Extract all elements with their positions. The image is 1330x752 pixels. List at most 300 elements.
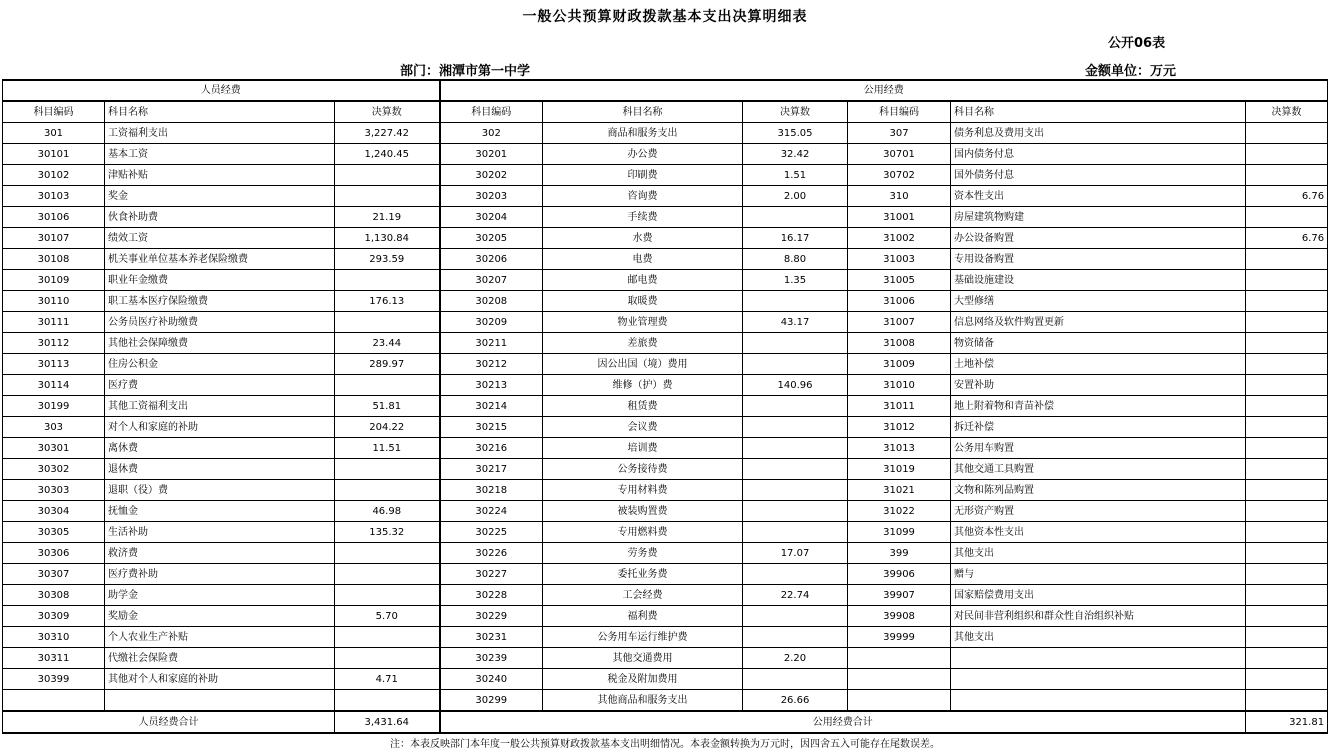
- amount-cell: [743, 207, 848, 228]
- amount-cell: [335, 648, 440, 669]
- subject-name-cell: 维修（护）费: [543, 375, 743, 396]
- column-header-code: 科目编码: [848, 101, 951, 123]
- amount-cell: [335, 459, 440, 480]
- table-row: [3, 291, 1328, 312]
- amount-cell: [335, 270, 440, 291]
- subject-name-cell: 工会经费: [543, 585, 743, 606]
- amount-cell: 43.17: [743, 312, 848, 333]
- subject-code-cell: 30212: [440, 354, 543, 375]
- column-header-amount: 决算数: [743, 101, 848, 123]
- subject-code-cell: 30218: [440, 480, 543, 501]
- table-row: [3, 249, 1328, 270]
- group-header-public: 公用经费: [440, 80, 1328, 101]
- amount-cell: [743, 333, 848, 354]
- amount-cell: [335, 165, 440, 186]
- subject-name-cell: 专用设备购置: [951, 249, 1246, 270]
- column-header-name: 科目名称: [105, 101, 335, 123]
- subject-code-cell: 30202: [440, 165, 543, 186]
- amount-cell: 51.81: [335, 396, 440, 417]
- amount-cell: 17.07: [743, 543, 848, 564]
- amount-cell: [743, 480, 848, 501]
- amount-cell: [1246, 690, 1328, 712]
- amount-cell: 3,227.42: [335, 123, 440, 144]
- subject-name-cell: 商品和服务支出: [543, 123, 743, 144]
- subject-name-cell: 国外债务付息: [951, 165, 1246, 186]
- column-header-code: 科目编码: [440, 101, 543, 123]
- amount-cell: 140.96: [743, 375, 848, 396]
- subject-name-cell: 其他支出: [951, 627, 1246, 648]
- subject-name-cell: [951, 669, 1246, 690]
- subject-code-cell: 31013: [848, 438, 951, 459]
- table-row: [3, 354, 1328, 375]
- subject-name-cell: 物业管理费: [543, 312, 743, 333]
- subject-name-cell: 信息网络及软件购置更新: [951, 312, 1246, 333]
- column-header-amount: 决算数: [1246, 101, 1328, 123]
- subject-name-cell: 其他商品和服务支出: [543, 690, 743, 712]
- subject-name-cell: 专用燃料费: [543, 522, 743, 543]
- subject-code-cell: 31011: [848, 396, 951, 417]
- amount-cell: [335, 480, 440, 501]
- report-title: 一般公共预算财政拨款基本支出决算明细表: [522, 9, 808, 25]
- amount-cell: [1246, 270, 1328, 291]
- subject-name-cell: 文物和陈列品购置: [951, 480, 1246, 501]
- amount-cell: 289.97: [335, 354, 440, 375]
- amount-cell: [1246, 165, 1328, 186]
- amount-cell: [743, 354, 848, 375]
- table-row: [3, 375, 1328, 396]
- subject-name-cell: 办公设备购置: [951, 228, 1246, 249]
- subject-code-cell: 30310: [3, 627, 105, 648]
- table-row: [3, 627, 1328, 648]
- subject-code-cell: 30216: [440, 438, 543, 459]
- subject-code-cell: 30214: [440, 396, 543, 417]
- subject-name-cell: 取暖费: [543, 291, 743, 312]
- subject-code-cell: 31001: [848, 207, 951, 228]
- amount-cell: [335, 690, 440, 712]
- subject-name-cell: 离休费: [105, 438, 335, 459]
- subject-name-cell: 奖励金: [105, 606, 335, 627]
- subject-code-cell: 39908: [848, 606, 951, 627]
- subject-name-cell: 物资储备: [951, 333, 1246, 354]
- subject-code-cell: 30114: [3, 375, 105, 396]
- subject-code-cell: [848, 648, 951, 669]
- subject-code-cell: 39907: [848, 585, 951, 606]
- subject-code-cell: [3, 690, 105, 712]
- amount-cell: 135.32: [335, 522, 440, 543]
- subject-name-cell: 国内债务付息: [951, 144, 1246, 165]
- subject-code-cell: 30227: [440, 564, 543, 585]
- subject-name-cell: 大型修缮: [951, 291, 1246, 312]
- subject-code-cell: 30217: [440, 459, 543, 480]
- subject-name-cell: 伙食补助费: [105, 207, 335, 228]
- subject-name-cell: 对民间非营利组织和群众性自治组织补贴: [951, 606, 1246, 627]
- amount-cell: 32.42: [743, 144, 848, 165]
- subject-code-cell: 30103: [3, 186, 105, 207]
- subject-code-cell: 30215: [440, 417, 543, 438]
- amount-cell: [1246, 333, 1328, 354]
- subject-name-cell: 地上附着物和青苗补偿: [951, 396, 1246, 417]
- subject-name-cell: 抚恤金: [105, 501, 335, 522]
- amount-cell: [335, 543, 440, 564]
- amount-cell: [1246, 438, 1328, 459]
- amount-cell: [1246, 501, 1328, 522]
- subject-code-cell: 30302: [3, 459, 105, 480]
- amount-cell: [1246, 291, 1328, 312]
- amount-cell: [743, 291, 848, 312]
- amount-cell: [335, 585, 440, 606]
- subject-name-cell: 委托业务费: [543, 564, 743, 585]
- amount-cell: 23.44: [335, 333, 440, 354]
- personnel-total-label: 人员经费合计: [3, 711, 335, 733]
- subject-code-cell: 30203: [440, 186, 543, 207]
- table-row: [3, 543, 1328, 564]
- table-row: [3, 480, 1328, 501]
- subject-name-cell: 咨询费: [543, 186, 743, 207]
- subject-name-cell: 工资福利支出: [105, 123, 335, 144]
- amount-cell: [743, 438, 848, 459]
- amount-cell: [1246, 144, 1328, 165]
- amount-cell: [335, 186, 440, 207]
- amount-cell: [1246, 669, 1328, 690]
- subject-name-cell: 国家赔偿费用支出: [951, 585, 1246, 606]
- subject-code-cell: 30702: [848, 165, 951, 186]
- table-row: [3, 270, 1328, 291]
- subject-name-cell: 基本工资: [105, 144, 335, 165]
- amount-cell: 293.59: [335, 249, 440, 270]
- subject-code-cell: 39999: [848, 627, 951, 648]
- subject-code-cell: 30307: [3, 564, 105, 585]
- subject-name-cell: 印刷费: [543, 165, 743, 186]
- table-row: [3, 690, 1328, 712]
- amount-cell: [743, 417, 848, 438]
- subject-code-cell: 31012: [848, 417, 951, 438]
- totals-row: [3, 711, 1328, 733]
- subject-code-cell: 30304: [3, 501, 105, 522]
- table-row: [3, 228, 1328, 249]
- subject-name-cell: 其他对个人和家庭的补助: [105, 669, 335, 690]
- subject-code-cell: 31007: [848, 312, 951, 333]
- subject-name-cell: 会议费: [543, 417, 743, 438]
- amount-cell: [1246, 564, 1328, 585]
- subject-name-cell: 公务接待费: [543, 459, 743, 480]
- subject-code-cell: 310: [848, 186, 951, 207]
- subject-name-cell: 其他交通工具购置: [951, 459, 1246, 480]
- subject-code-cell: 399: [848, 543, 951, 564]
- table-row: [3, 564, 1328, 585]
- subject-code-cell: 30204: [440, 207, 543, 228]
- amount-cell: [1246, 375, 1328, 396]
- subject-name-cell: 公务用车购置: [951, 438, 1246, 459]
- subject-name-cell: 邮电费: [543, 270, 743, 291]
- subject-name-cell: 福利费: [543, 606, 743, 627]
- table-row: [3, 669, 1328, 690]
- subject-name-cell: 差旅费: [543, 333, 743, 354]
- amount-cell: [743, 396, 848, 417]
- amount-cell: 16.17: [743, 228, 848, 249]
- subject-code-cell: 30311: [3, 648, 105, 669]
- subject-name-cell: 资本性支出: [951, 186, 1246, 207]
- form-number: 公开06表: [1108, 36, 1166, 51]
- subject-name-cell: 个人农业生产补贴: [105, 627, 335, 648]
- column-header-amount: 决算数: [335, 101, 440, 123]
- subject-name-cell: 机关事业单位基本养老保险缴费: [105, 249, 335, 270]
- table-row: [3, 417, 1328, 438]
- subject-code-cell: 31019: [848, 459, 951, 480]
- subject-code-cell: 30112: [3, 333, 105, 354]
- table-row: [3, 522, 1328, 543]
- subject-name-cell: 住房公积金: [105, 354, 335, 375]
- subject-code-cell: 30308: [3, 585, 105, 606]
- amount-cell: 8.80: [743, 249, 848, 270]
- amount-cell: [743, 522, 848, 543]
- subject-name-cell: 助学金: [105, 585, 335, 606]
- subject-name-cell: 职工基本医疗保险缴费: [105, 291, 335, 312]
- subject-code-cell: 30206: [440, 249, 543, 270]
- subject-code-cell: 31021: [848, 480, 951, 501]
- amount-cell: [1246, 627, 1328, 648]
- subject-name-cell: 租赁费: [543, 396, 743, 417]
- subject-code-cell: 31006: [848, 291, 951, 312]
- subject-name-cell: 医疗费补助: [105, 564, 335, 585]
- amount-cell: 6.76: [1246, 186, 1328, 207]
- expenditure-table: [2, 79, 1328, 734]
- subject-name-cell: 债务利息及费用支出: [951, 123, 1246, 144]
- subject-name-cell: 对个人和家庭的补助: [105, 417, 335, 438]
- subject-name-cell: [951, 690, 1246, 712]
- table-row: [3, 333, 1328, 354]
- subject-code-cell: 307: [848, 123, 951, 144]
- subject-code-cell: 30109: [3, 270, 105, 291]
- amount-cell: [1246, 459, 1328, 480]
- subject-code-cell: 303: [3, 417, 105, 438]
- subject-name-cell: 退休费: [105, 459, 335, 480]
- subject-name-cell: 其他社会保障缴费: [105, 333, 335, 354]
- subject-code-cell: 30309: [3, 606, 105, 627]
- table-row: [3, 144, 1328, 165]
- subject-name-cell: 办公费: [543, 144, 743, 165]
- subject-name-cell: 手续费: [543, 207, 743, 228]
- subject-code-cell: 30208: [440, 291, 543, 312]
- subject-name-cell: 津贴补贴: [105, 165, 335, 186]
- subject-name-cell: 培训费: [543, 438, 743, 459]
- public-total-value: 321.81: [1246, 711, 1328, 733]
- subject-code-cell: 30240: [440, 669, 543, 690]
- table-row: [3, 207, 1328, 228]
- amount-cell: 26.66: [743, 690, 848, 712]
- subject-code-cell: 30209: [440, 312, 543, 333]
- amount-cell: [743, 669, 848, 690]
- subject-name-cell: 退职（役）费: [105, 480, 335, 501]
- subject-code-cell: 31099: [848, 522, 951, 543]
- amount-cell: [1246, 480, 1328, 501]
- subject-name-cell: 其他交通费用: [543, 648, 743, 669]
- subject-name-cell: 职业年金缴费: [105, 270, 335, 291]
- subject-code-cell: 30199: [3, 396, 105, 417]
- subject-name-cell: [105, 690, 335, 712]
- subject-name-cell: 基础设施建设: [951, 270, 1246, 291]
- subject-name-cell: 电费: [543, 249, 743, 270]
- amount-cell: 21.19: [335, 207, 440, 228]
- subject-name-cell: 无形资产购置: [951, 501, 1246, 522]
- amount-cell: 6.76: [1246, 228, 1328, 249]
- subject-name-cell: 医疗费: [105, 375, 335, 396]
- amount-cell: 2.00: [743, 186, 848, 207]
- amount-cell: 4.71: [335, 669, 440, 690]
- amount-cell: [335, 564, 440, 585]
- subject-name-cell: 劳务费: [543, 543, 743, 564]
- amount-cell: [1246, 606, 1328, 627]
- table-row: [3, 123, 1328, 144]
- subject-code-cell: 302: [440, 123, 543, 144]
- subject-code-cell: [848, 669, 951, 690]
- table-row: [3, 165, 1328, 186]
- subject-name-cell: 生活补助: [105, 522, 335, 543]
- table-row: [3, 186, 1328, 207]
- department-label: 部门：湘潭市第一中学: [400, 64, 531, 79]
- amount-cell: [743, 564, 848, 585]
- subject-code-cell: 30226: [440, 543, 543, 564]
- amount-cell: [1246, 354, 1328, 375]
- table-row: [3, 648, 1328, 669]
- amount-cell: [743, 459, 848, 480]
- subject-name-cell: 公务员医疗补助缴费: [105, 312, 335, 333]
- subject-name-cell: 被装购置费: [543, 501, 743, 522]
- subject-name-cell: 赠与: [951, 564, 1246, 585]
- amount-cell: 1.35: [743, 270, 848, 291]
- subject-code-cell: 30399: [3, 669, 105, 690]
- table-row: [3, 501, 1328, 522]
- table-row: [3, 459, 1328, 480]
- amount-cell: [743, 501, 848, 522]
- amount-cell: [743, 627, 848, 648]
- subject-code-cell: 31022: [848, 501, 951, 522]
- subject-code-cell: 30110: [3, 291, 105, 312]
- subject-code-cell: 30229: [440, 606, 543, 627]
- subject-code-cell: 31002: [848, 228, 951, 249]
- amount-cell: 22.74: [743, 585, 848, 606]
- personnel-total-value: 3,431.64: [335, 711, 440, 733]
- amount-cell: 1.51: [743, 165, 848, 186]
- subject-name-cell: 绩效工资: [105, 228, 335, 249]
- subject-code-cell: 30106: [3, 207, 105, 228]
- subject-code-cell: 30102: [3, 165, 105, 186]
- subject-name-cell: 房屋建筑物购建: [951, 207, 1246, 228]
- subject-code-cell: 31010: [848, 375, 951, 396]
- amount-cell: [1246, 543, 1328, 564]
- amount-cell: [1246, 123, 1328, 144]
- amount-cell: [1246, 396, 1328, 417]
- subject-code-cell: 30201: [440, 144, 543, 165]
- subject-name-cell: 其他资本性支出: [951, 522, 1246, 543]
- subject-code-cell: 31009: [848, 354, 951, 375]
- subject-code-cell: 30701: [848, 144, 951, 165]
- amount-cell: [1246, 207, 1328, 228]
- amount-cell: 1,240.45: [335, 144, 440, 165]
- subject-name-cell: 水费: [543, 228, 743, 249]
- amount-cell: [1246, 648, 1328, 669]
- amount-cell: 315.05: [743, 123, 848, 144]
- subject-code-cell: 30113: [3, 354, 105, 375]
- column-header-name: 科目名称: [951, 101, 1246, 123]
- amount-cell: [335, 312, 440, 333]
- subject-code-cell: [848, 690, 951, 712]
- subject-code-cell: 30224: [440, 501, 543, 522]
- public-total-label: 公用经费合计: [440, 711, 1246, 733]
- subject-code-cell: 30231: [440, 627, 543, 648]
- amount-cell: 11.51: [335, 438, 440, 459]
- subject-name-cell: 救济费: [105, 543, 335, 564]
- subject-code-cell: 30305: [3, 522, 105, 543]
- column-header-name: 科目名称: [543, 101, 743, 123]
- table-body: [3, 123, 1328, 712]
- amount-cell: [1246, 417, 1328, 438]
- subject-code-cell: 30239: [440, 648, 543, 669]
- amount-cell: [1246, 312, 1328, 333]
- subject-name-cell: 代缴社会保险费: [105, 648, 335, 669]
- subject-code-cell: 30111: [3, 312, 105, 333]
- amount-cell: [1246, 522, 1328, 543]
- amount-cell: 1,130.84: [335, 228, 440, 249]
- footnote: 注：本表反映部门本年度一般公共预算财政拨款基本支出明细情况。本表金额转换为万元时，因四舍五入可能存在尾数误差。: [390, 739, 940, 750]
- amount-cell: [1246, 585, 1328, 606]
- subject-code-cell: 30306: [3, 543, 105, 564]
- amount-cell: 46.98: [335, 501, 440, 522]
- subject-name-cell: 土地补偿: [951, 354, 1246, 375]
- subject-code-cell: 30101: [3, 144, 105, 165]
- subject-code-cell: 31003: [848, 249, 951, 270]
- subject-name-cell: [951, 648, 1246, 669]
- subject-code-cell: 30228: [440, 585, 543, 606]
- subject-code-cell: 31005: [848, 270, 951, 291]
- subject-code-cell: 301: [3, 123, 105, 144]
- table-row: [3, 438, 1328, 459]
- subject-name-cell: 拆迁补偿: [951, 417, 1246, 438]
- subject-code-cell: 30303: [3, 480, 105, 501]
- subject-name-cell: 因公出国（境）费用: [543, 354, 743, 375]
- table-row: [3, 312, 1328, 333]
- subject-name-cell: 奖金: [105, 186, 335, 207]
- table-row: [3, 606, 1328, 627]
- subject-name-cell: 公务用车运行维护费: [543, 627, 743, 648]
- amount-unit-label: 金额单位：万元: [1085, 64, 1177, 79]
- subject-code-cell: 30205: [440, 228, 543, 249]
- column-header-code: 科目编码: [3, 101, 105, 123]
- table-row: [3, 585, 1328, 606]
- subject-code-cell: 30207: [440, 270, 543, 291]
- subject-code-cell: 30211: [440, 333, 543, 354]
- subject-code-cell: 30225: [440, 522, 543, 543]
- amount-cell: 2.20: [743, 648, 848, 669]
- amount-cell: [335, 375, 440, 396]
- amount-cell: 5.70: [335, 606, 440, 627]
- subject-name-cell: 其他工资福利支出: [105, 396, 335, 417]
- amount-cell: 204.22: [335, 417, 440, 438]
- subject-code-cell: 30108: [3, 249, 105, 270]
- subject-code-cell: 30213: [440, 375, 543, 396]
- amount-cell: 176.13: [335, 291, 440, 312]
- subject-name-cell: 安置补助: [951, 375, 1246, 396]
- subject-code-cell: 39906: [848, 564, 951, 585]
- amount-cell: [335, 627, 440, 648]
- subject-code-cell: 31008: [848, 333, 951, 354]
- subject-name-cell: 专用材料费: [543, 480, 743, 501]
- table-row: [3, 396, 1328, 417]
- subject-code-cell: 30299: [440, 690, 543, 712]
- amount-cell: [743, 606, 848, 627]
- subject-name-cell: 其他支出: [951, 543, 1246, 564]
- subject-code-cell: 30107: [3, 228, 105, 249]
- subject-code-cell: 30301: [3, 438, 105, 459]
